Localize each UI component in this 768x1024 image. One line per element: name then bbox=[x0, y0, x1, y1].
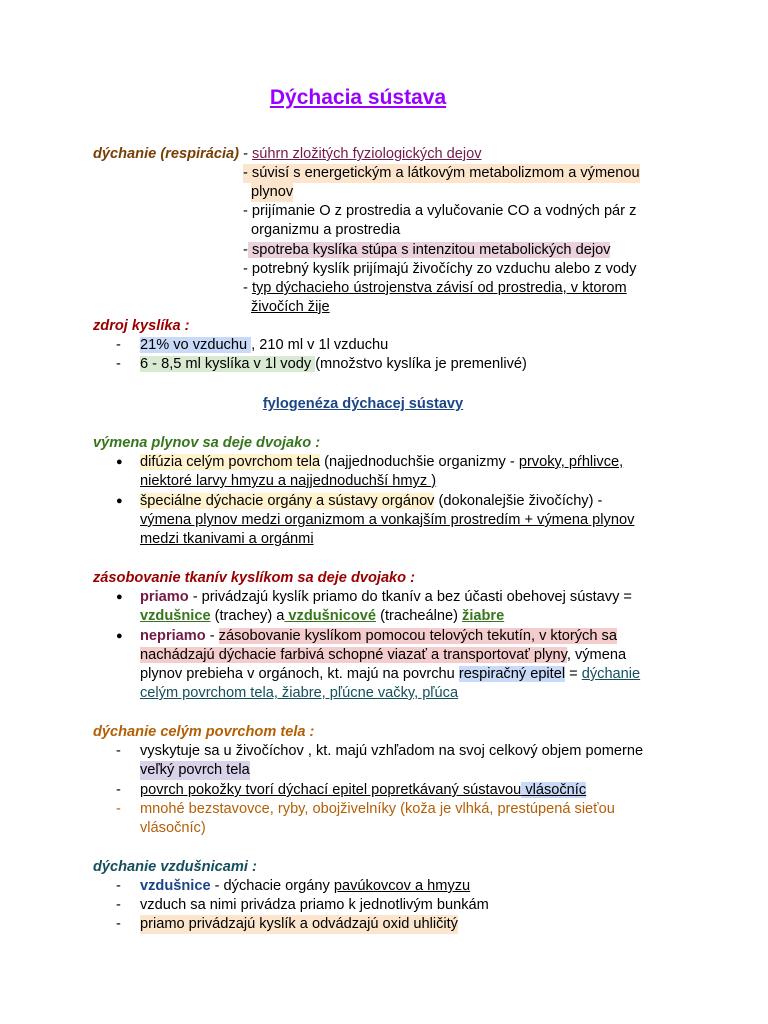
underlined-text: pavúkovcov a hmyzu bbox=[333, 878, 471, 894]
list-item-text: typ dýchacieho ústrojenstva závisí od prostredia, v ktorom bbox=[251, 280, 627, 296]
bold-term: nepriamo bbox=[140, 628, 206, 644]
list-item-value: spotreba kyslíka stúpa s intenzitou metabolických dejov bbox=[251, 242, 611, 258]
text: , výmena bbox=[566, 647, 627, 663]
list-item bbox=[140, 665, 640, 684]
text: - privádzajú kyslík priamo do tkanív a bez účasti obehovej sústavy = bbox=[188, 589, 632, 605]
respiration-definition-line bbox=[93, 145, 482, 164]
air-oxygen-highlight: 21% vo vzduchu bbox=[140, 337, 252, 353]
dash: - bbox=[116, 878, 121, 894]
separator: - bbox=[239, 146, 252, 162]
list-item: - súvisí s energetickým a látkovým metabolizmom a výmenou bbox=[243, 165, 640, 181]
list-item: výmena plynov medzi organizmom a vonkajším prostredím + výmena plynov bbox=[140, 512, 635, 528]
list-item: živočích žije bbox=[251, 299, 330, 315]
list-item bbox=[140, 588, 632, 607]
text: - bbox=[205, 628, 219, 644]
list-item-text bbox=[140, 355, 527, 374]
page-title: Dýchacia sústava bbox=[269, 86, 447, 109]
text: (trachey) a bbox=[210, 608, 285, 624]
list-item bbox=[116, 336, 121, 355]
bullet-icon: ● bbox=[116, 456, 123, 468]
tissue-supply-heading: zásobovanie tkanív kyslíkom sa deje dvojako : bbox=[93, 570, 416, 586]
text: (dokonalejšie živočíchy) - bbox=[434, 493, 603, 509]
dash: - bbox=[116, 356, 121, 372]
water-oxygen-highlight: 6 - 8,5 ml kyslíka v 1l vody bbox=[140, 356, 316, 372]
list-item: mnohé bezstavovce, ryby, obojživelníky (koža je vlhká, prestúpená sieťou bbox=[140, 801, 615, 817]
dash: - bbox=[116, 337, 121, 353]
dash: - bbox=[116, 782, 121, 798]
underlined-text: povrch pokožky tvorí dýchací epitel popretkávaný sústavou bbox=[140, 782, 522, 798]
text: (tracheálne) bbox=[376, 608, 463, 624]
list-item: - prijímanie O z prostredia a vylučovanie CO a vodných pár z bbox=[243, 203, 637, 219]
highlight: špeciálne dýchacie orgány a sústavy orgánov bbox=[140, 493, 435, 509]
list-item: priamo privádzajú kyslík a odvádzajú oxid uhličitý bbox=[140, 916, 458, 932]
trachea-breathing-heading: dýchanie vzdušnicami : bbox=[93, 859, 257, 875]
list-item: vlásočníc) bbox=[140, 820, 206, 836]
bullet-icon: ● bbox=[116, 630, 123, 642]
highlight: nachádzajú dýchacie farbivá schopné viazať a transportovať plyny bbox=[140, 647, 567, 663]
list-item bbox=[140, 877, 470, 896]
text: = bbox=[565, 666, 582, 682]
dash: - bbox=[116, 916, 121, 932]
list-item bbox=[140, 607, 504, 626]
bold-term: vzdušnicové bbox=[284, 608, 377, 624]
list-item: - potrebný kyslík prijímajú živočíchy zo vzduchu alebo z vody bbox=[243, 261, 637, 277]
highlight: respiračný epitel bbox=[458, 666, 566, 682]
text: plynov prebieha v orgánoch, kt. majú na povrchu bbox=[140, 666, 459, 682]
list-item bbox=[140, 627, 617, 646]
dash: - bbox=[243, 242, 248, 258]
bold-term: vzdušnice bbox=[140, 878, 211, 894]
bold-term: žiabre bbox=[462, 608, 505, 624]
list-item-text bbox=[248, 242, 611, 258]
list-item: plynov bbox=[251, 184, 294, 200]
list-item bbox=[140, 781, 586, 800]
list-item bbox=[140, 472, 436, 491]
list-item bbox=[243, 279, 627, 298]
water-oxygen-text: (množstvo kyslíka je premenlivé) bbox=[315, 356, 527, 372]
list-item bbox=[116, 355, 121, 374]
respiration-definition: súhrn zložitých fyziologických dejov bbox=[252, 146, 482, 162]
bold-term: vzdušnice bbox=[140, 608, 211, 624]
text: (najjednoduchšie organizmy - bbox=[320, 454, 519, 470]
highlight: vlásočníc bbox=[521, 782, 587, 798]
underlined-text: niektoré larvy hmyzu a najjednoduchší hmyz bbox=[140, 473, 432, 489]
section-subtitle: fylogenéza dýchacej sústavy bbox=[262, 396, 464, 412]
air-oxygen-text: , 210 ml v 1l vzduchu bbox=[251, 337, 389, 353]
list-item bbox=[140, 492, 602, 511]
bullet-icon: ● bbox=[116, 495, 123, 507]
dash: - bbox=[243, 280, 248, 296]
respiration-heading: dýchanie (respirácia) bbox=[93, 146, 240, 162]
list-item: celým povrchom tela, žiabre, pľúcne vačky, pľúca bbox=[140, 685, 459, 701]
list-item bbox=[140, 453, 623, 472]
dash: - bbox=[116, 897, 121, 913]
skin-breathing-heading: dýchanie celým povrchom tela : bbox=[93, 724, 315, 740]
underlined-text: prvoky, pŕhlivce, bbox=[518, 454, 624, 470]
highlight: difúzia celým povrchom tela bbox=[140, 454, 321, 470]
list-item: organizmu a prostredia bbox=[251, 222, 401, 238]
list-item bbox=[140, 646, 626, 665]
list-item: medzi tkanivami a orgánmi bbox=[140, 531, 314, 547]
oxygen-source-heading: zdroj kyslíka : bbox=[93, 318, 190, 334]
dash: - bbox=[116, 801, 121, 817]
list-item: vzduch sa nimi privádza priamo k jednotlivým bunkám bbox=[140, 897, 489, 913]
list-item-text bbox=[140, 336, 388, 355]
highlight: zásobovanie kyslíkom pomocou telových tekutín, v ktorých sa bbox=[218, 628, 617, 644]
dash: - bbox=[116, 743, 121, 759]
bullet-icon: ● bbox=[116, 591, 123, 603]
text: ) bbox=[431, 473, 437, 489]
gas-exchange-heading: výmena plynov sa deje dvojako : bbox=[93, 435, 321, 451]
underlined-text: dýchanie bbox=[581, 666, 641, 682]
list-item bbox=[243, 241, 610, 260]
list-item: veľký povrch tela bbox=[140, 762, 250, 778]
list-item: vyskytuje sa u živočíchov , kt. majú vzhľadom na svoj celkový objem pomerne bbox=[140, 743, 644, 759]
text: - dýchacie orgány bbox=[210, 878, 334, 894]
bold-term: priamo bbox=[140, 589, 189, 605]
